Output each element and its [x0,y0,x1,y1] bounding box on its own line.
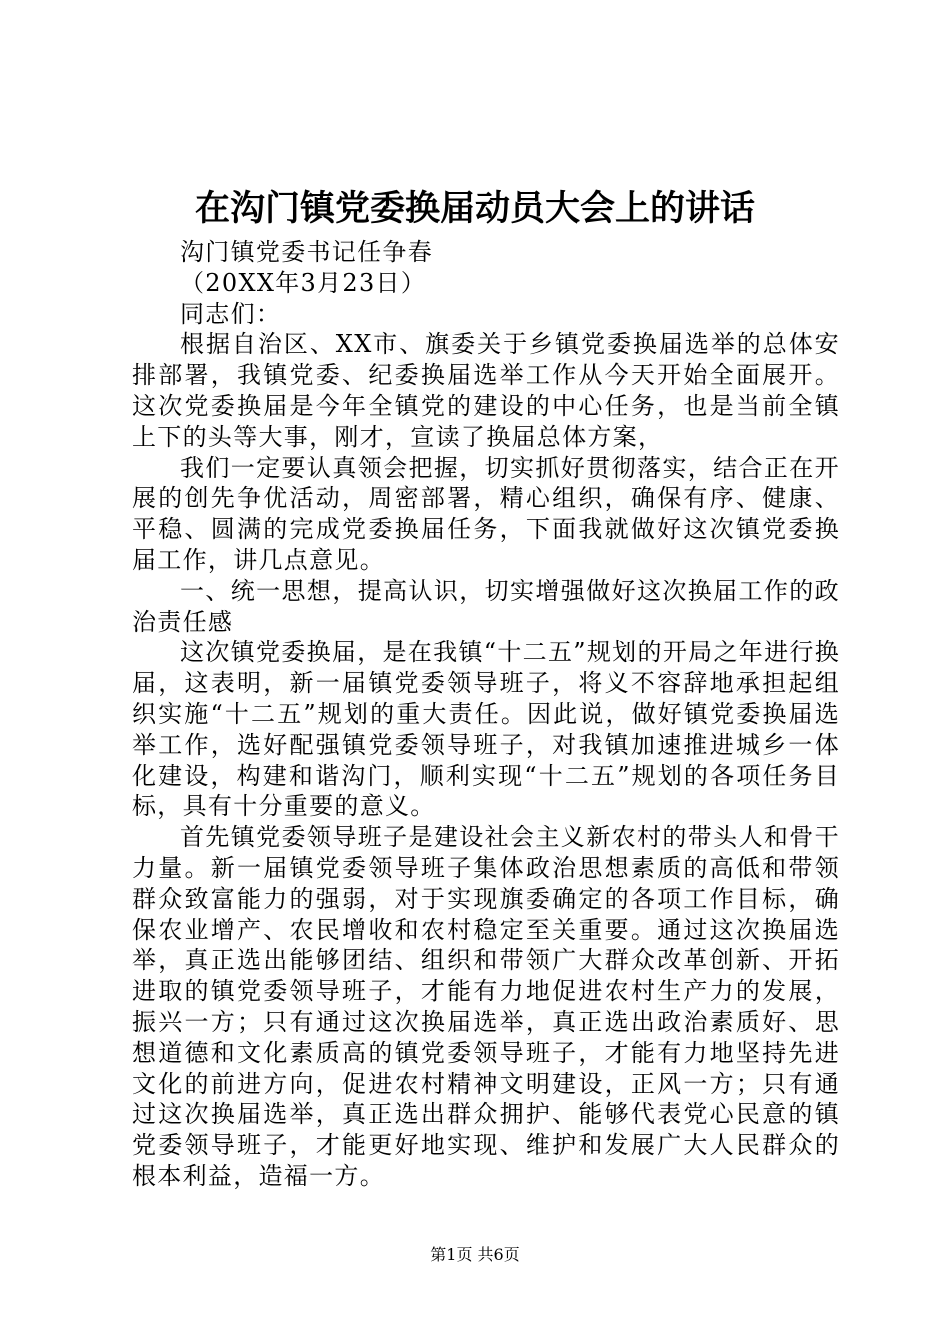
body-paragraph: 首先镇党委领导班子是建设社会主义新农村的带头人和骨干力量。新一届镇党委领导班子集体政治思想素质的高低和带领群众致富能力的强弱，对于实现旗委确定的各项工作目标，确保农业增产、农民增收和农村稳定至关重要。通过这次换届选举，真正选出能够团结、组织和带领广大群众改革创新、开拓进取的镇党委领导班子，才能有力地促进农村生产力的发展，振兴一方；只有通过这次换届选举，真正选出政治素质好、思想道德和文化素质高的镇党委领导班子，才能有力地坚持先进文化的前进方向，促进农村精神文明建设，正风一方；只有通过这次换届选举，真正选出群众拥护、能够代表党心民意的镇党委领导班子，才能更好地实现、维护和发展广大人民群众的根本利益，造福一方。 [132,823,840,1190]
section-heading: 一、统一思想，提高认识，切实增强做好这次换届工作的政治责任感 [132,576,840,636]
page-footer: 第1页 共6页 [430,1245,520,1264]
date-line: （20XX年3月23日） [180,268,427,297]
document-title: 在沟门镇党委换届动员大会上的讲话 [194,188,755,229]
body-paragraph: 这次镇党委换届，是在我镇“十二五”规划的开局之年进行换届，这表明，新一届镇党委领导班子，将义不容辞地承担起组织实施“十二五”规划的重大责任。因此说，做好镇党委换届选举工作，选好配强镇党委领导班子，对我镇加速推进城乡一体化建设，构建和谐沟门，顺利实现“十二五”规划的各项任务目标，具有十分重要的意义。 [132,638,840,821]
body-paragraph: 我们一定要认真领会把握，切实抓好贯彻落实，结合正在开展的创先争优活动，周密部署，精心组织，确保有序、健康、平稳、圆满的完成党委换届任务，下面我就做好这次镇党委换届工作，讲几点意见。 [132,453,840,574]
author-line: 沟门镇党委书记任争春 [180,238,433,266]
document-body [132,237,840,1192]
salutation: 同志们： [180,299,282,328]
body-paragraph: 根据自治区、XX市、旗委关于乡镇党委换届选举的总体安排部署，我镇党委、纪委换届选举工作从今天开始全面展开。这次党委换届是今年全镇党的建设的中心任务，也是当前全镇上下的头等大事，刚才，宣读了换届总体方案， [132,330,840,451]
